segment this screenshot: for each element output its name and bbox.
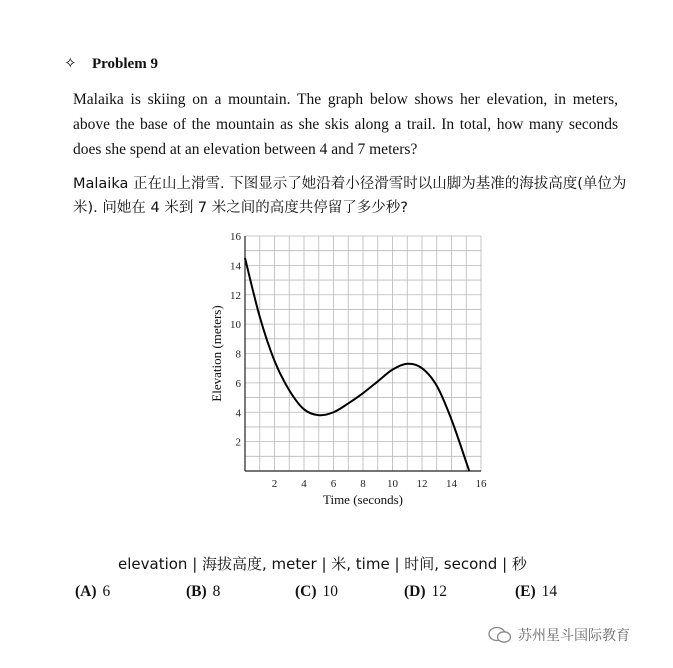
y-tick-label: 2 [235,436,241,449]
sparkle-icon: ✧ [64,56,77,72]
y-axis-label: Elevation (meters) [209,305,224,402]
choice-b[interactable] [186,583,220,601]
x-tick-label: 12 [416,478,428,490]
choice-c-value: 10 [322,583,339,600]
choice-e-value: 14 [541,583,558,600]
x-tick-label: 14 [446,478,457,490]
y-tick-label: 12 [230,289,241,302]
choice-d-value: 12 [431,583,448,600]
choice-e-label: (E) [515,583,536,600]
y-tick-label: 10 [230,319,241,332]
problem-title-text: Problem 9 [92,56,158,72]
watermark-text: 苏州星斗国际教育 [518,628,630,644]
elevation-curve [245,258,469,471]
glossary: elevation | 海拔高度, meter | 米, time | 时间, second | 秒 [118,555,527,573]
choice-b-label: (B) [186,583,207,600]
y-tick-label: 8 [235,348,241,361]
x-tick-label: 10 [387,478,398,490]
choice-b-value: 8 [212,583,221,600]
x-tick-label: 4 [301,478,307,490]
watermark [488,625,630,645]
choice-a-label: (A) [75,583,97,600]
x-tick-label: 2 [271,478,278,490]
x-tick-label: 6 [330,478,337,490]
x-tick-label: 8 [360,478,366,490]
choice-d[interactable] [404,583,447,601]
wechat-icon [488,626,512,644]
problem-title [64,54,158,73]
y-tick-label: 14 [230,260,241,273]
y-tick-label: 16 [230,231,241,243]
problem-text-chinese: Malaika 正在山上滑雪. 下图显示了她沿着小径滑雪时以山脚为基准的海拔高度(单位为米). 问她在 4 米到 7 米之间的高度共停留了多少秒? [73,176,627,216]
choice-d-label: (D) [404,583,426,600]
x-tick-label: 16 [475,478,487,490]
choice-c[interactable] [295,583,338,601]
problem-text-english: Malaika is skiing on a mountain. The graph below shows her elevation, in meters, above the base of the mountain as she skis along a trail. In total, how many seconds does she spend at an elevation between 4 and 7 meters? [73,91,618,158]
y-tick-label: 6 [235,377,241,390]
elevation-chart [200,226,500,508]
choice-e[interactable] [515,583,557,601]
choice-a-value: 6 [102,583,111,600]
y-tick-label: 4 [235,407,241,420]
x-axis-label: Time (seconds) [322,492,404,507]
choice-a[interactable] [75,583,110,601]
choice-c-label: (C) [295,583,317,600]
